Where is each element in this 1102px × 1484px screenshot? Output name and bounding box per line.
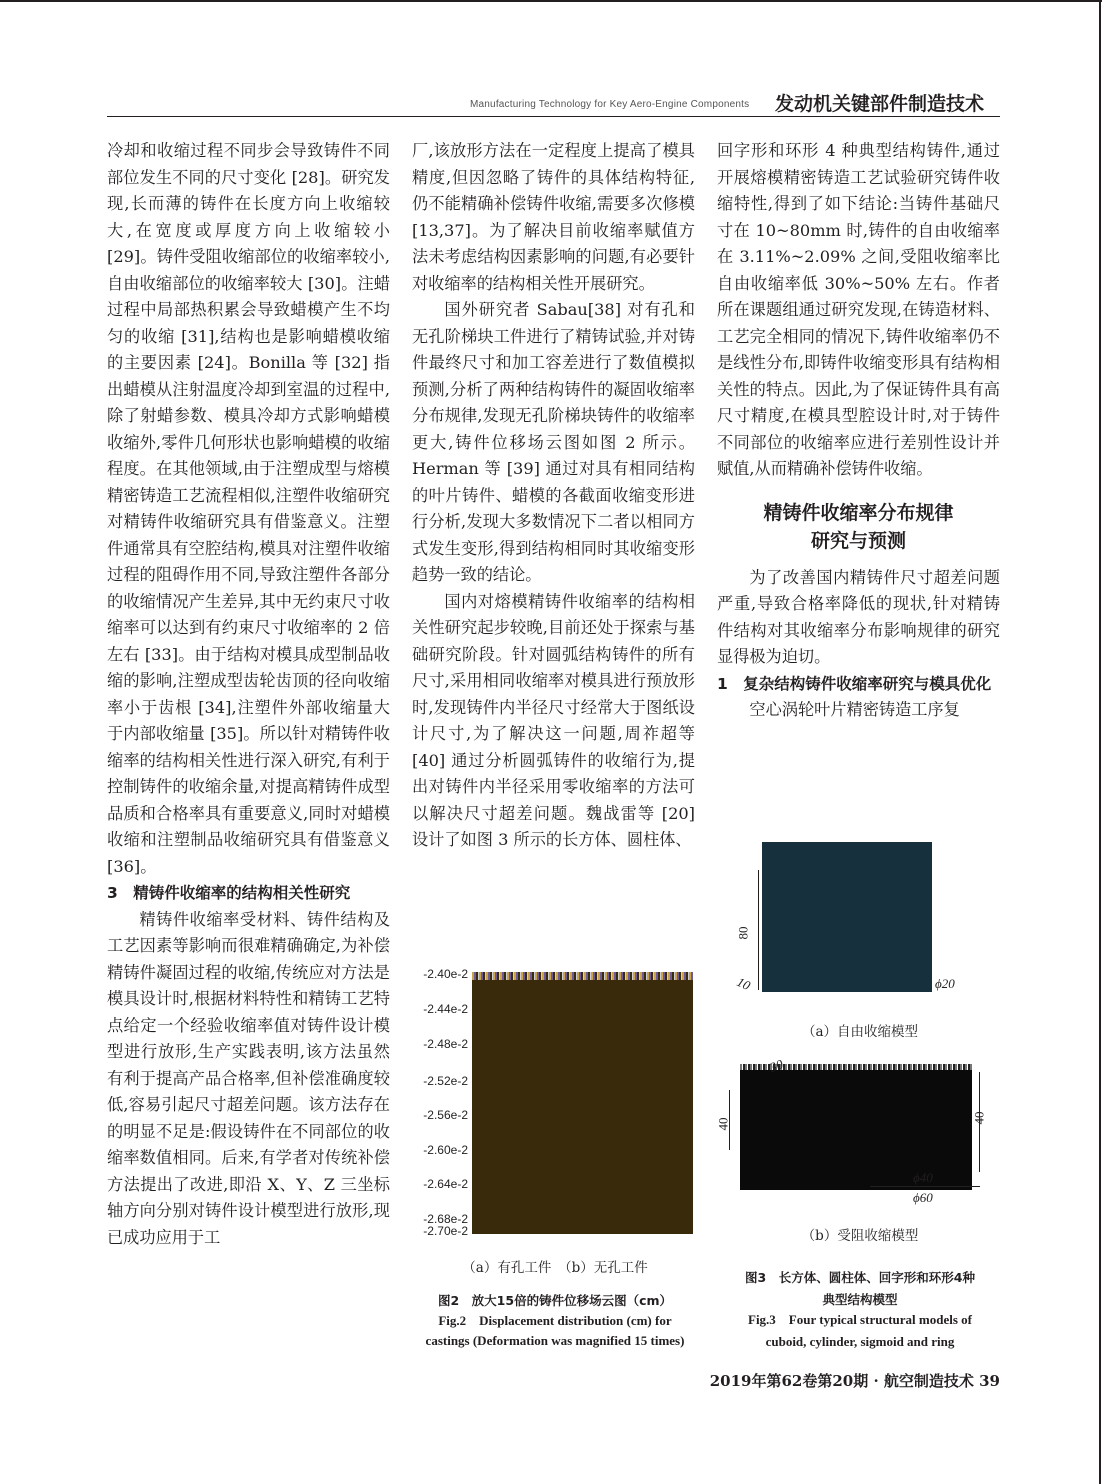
dimension-40-right: 40 (971, 1111, 987, 1125)
col2-paragraph-2: 国外研究者 Sabau[38] 对有孔和无孔阶梯块工件进行了精铸试验,并对铸件最终尺寸和加工容差进行了数值模拟预测,分析了两种结构铸件的凝固收缩率分布规律,发现无孔阶梯块铸件的收缩率更大,铸件位移场云图如图 2 所示。Herman 等 [39] 通过对具有相同结构的叶片铸件、蜡模的各截面收缩变形进行分析,发现大多数情况下二者以相同方式发生变形,得到结构相同时其收缩变形趋势一致的结论。 (412, 300, 695, 584)
tick-label: -2.68e-2 (423, 1212, 468, 1226)
figure-2 (410, 962, 700, 1322)
figure-2-caption-cn: 图2 放大15倍的铸件位移场云图（cm） (437, 1293, 673, 1308)
dimension-80: 80 (735, 926, 751, 940)
col2-paragraph-1: 厂,该放形方法在一定程度上提高了模具精度,但因忽略了铸件的具体结构特征,仍不能精确补偿铸件收缩,需要多次修模 [13,37]。为了解决目前收缩率赋值方法未考虑结构因素影响的问题,有必要针对收缩率的结构相关性开展研究。 (412, 141, 695, 293)
column-3 (717, 138, 1000, 724)
figure-3a-subcaption: （a）自由收缩模型 (801, 1024, 919, 1040)
figure-3-caption-cn-line-2: 典型结构模型 (822, 1292, 898, 1307)
displacement-contour-plot (472, 972, 693, 1234)
journal-header-en: Manufacturing Technology for Key Aero-Engine Components (470, 99, 750, 110)
plot-edge-texture (472, 972, 693, 980)
figure-2-caption-en-line-2: castings (Deformation was magnified 15 times) (425, 1333, 685, 1348)
section-1-heading: 1 复杂结构铸件收缩率研究与模具优化 (717, 674, 992, 693)
figure-2-subcaption: （a）有孔工件 （b）无孔工件 (462, 1260, 648, 1276)
section-3-heading: 3 精铸件收缩率的结构相关性研究 (107, 884, 351, 902)
free-shrink-model-block (762, 842, 932, 992)
tick-label: -2.44e-2 (423, 1002, 468, 1016)
figure-3b-subcaption: （b）受阻收缩模型 (801, 1228, 919, 1244)
page-footer: 2019年第62卷第20期 · 航空制造技术 39 (709, 1372, 1000, 1390)
tick-label: -2.40e-2 (423, 967, 468, 981)
dimension-30: 30 (767, 1056, 786, 1075)
major-heading-line-2: 研究与预测 (810, 529, 906, 552)
figure-3 (715, 840, 1005, 1360)
column-2 (412, 138, 695, 854)
major-section-heading (717, 499, 1000, 555)
tick-label: -2.70e-2 (423, 1224, 468, 1238)
top-border (0, 0, 1102, 2)
dimension-line (758, 870, 759, 990)
col3-paragraph-3: 空心涡轮叶片精密铸造工序复 (749, 700, 960, 719)
hindered-shrink-model-block (740, 1070, 972, 1190)
tick-label: -2.60e-2 (423, 1143, 468, 1157)
col1-paragraph-2: 精铸件收缩率受材料、铸件结构及工艺因素等影响而很难精确确定,为补偿精铸件凝固过程的收缩,传统应对方法是模具设计时,根据材料特性和精铸工艺特点给定一个经验收缩率值对铸件设计模型进行放形,生产实践表明,该方法虽然有利于提高产品合格率,但补偿准确度较低,容易引起尺寸超差问题。该方法存在的明显不足是:假设铸件在不同部位的收缩率数值相同。后来,有学者对传统补偿方法提出了改进,即沿 X、Y、Z 三坐标轴方向分别对铸件设计模型进行放形,现已成功应用于工 (107, 909, 390, 1247)
header-rule (107, 116, 1000, 117)
dimension-phi40: ϕ40 (913, 1170, 933, 1185)
dimension-line (870, 1186, 980, 1187)
figure-3-caption-cn-line-1: 图3 长方体、圆柱体、回字形和环形4种 (745, 1270, 975, 1285)
col3-paragraph-2: 为了改善国内精铸件尺寸超差问题严重,导致合格率降低的现状,针对精铸件结构对其收缩率分布影响规律的研究显得极为迫切。 (717, 567, 1000, 666)
dimension-40-left: 40 (715, 1117, 731, 1131)
tick-label: -2.52e-2 (423, 1074, 468, 1088)
dimension-phi20: ϕ20 (935, 976, 955, 991)
journal-header-cn: 发动机关键部件制造技术 (775, 93, 985, 115)
dimension-10: 10 (734, 974, 753, 994)
col3-paragraph-1: 回字形和环形 4 种典型结构铸件,通过开展熔模精密铸造工艺试验研究铸件收缩特性,得到了如下结论:当铸件基础尺寸在 10~80mm 时,铸件的自由收缩率在 3.11%~2.09% 之间,受阻收缩率比自由收缩率低 30%~50% 左右。作者所在课题组通过研究发现,在铸造材料、工艺完全相同的情况下,铸件收缩率仍不是线性分布,即铸件收缩变形具有结构相关性的特点。因此,为了保证铸件具有高尺寸精度,在模具型腔设计时,对于铸件不同部位的收缩率应进行差别性设计并赋值,从而精确补偿铸件收缩。 (717, 141, 1000, 478)
major-heading-line-1: 精铸件收缩率分布规律 (763, 501, 954, 524)
col1-paragraph-1: 冷却和收缩过程不同步会导致铸件不同部位发生不同的尺寸变化 [28]。研究发现,长而薄的铸件在长度方向上收缩较大,在宽度或厚度方向上收缩较小 [29]。铸件受阻收缩部位的收缩率较小,自由收缩部位的收缩率较大 [30]。注蜡过程中局部热积累会导致蜡模产生不均匀的收缩 [31],结构也是影响蜡模收缩的主要因素 [24]。Bonilla 等 [32] 指出蜡模从注射温度冷却到室温的过程中,除了射蜡参数、模具冷却方式影响蜡模收缩外,零件几何形状也影响蜡模的收缩程度。在其他领域,由于注塑成型与熔模精密铸造工艺流程相似,注塑件收缩研究对精铸件收缩研究具有借鉴意义。注塑件通常具有空腔结构,模具对注塑件收缩过程的阻碍作用不同,导致注塑件各部分的收缩情况产生差异,其中无约束尺寸收缩率可以达到有约束尺寸收缩率的 2 倍左右 [33]。由于结构对模具成型制品收缩的影响,注塑成型齿轮齿顶的径向收缩率小于齿根 [34],注塑件外部收缩量大于内部收缩量 [35]。所以针对精铸件收缩率的结构相关性进行深入研究,有利于控制铸件的收缩余量,对提高精铸件成型品质和合格率具有重要意义,同时对蜡模收缩和注塑制品收缩研究具有借鉴意义 [36]。 (107, 141, 390, 876)
dimension-phi60: ϕ60 (913, 1190, 933, 1205)
figure-3-caption-en-line-2: cuboid, cylinder, sigmoid and ring (765, 1334, 955, 1349)
tick-label: -2.48e-2 (423, 1037, 468, 1051)
column-1 (107, 138, 390, 1251)
tick-label: -2.64e-2 (423, 1177, 468, 1191)
figure-3-caption-en-line-1: Fig.3 Four typical structural models of (748, 1312, 972, 1327)
figure-2-caption-en-line-1: Fig.2 Displacement distribution (cm) for (438, 1313, 672, 1328)
figure-2-caption-en (400, 1311, 710, 1351)
right-border (1099, 0, 1101, 1484)
col2-paragraph-3: 国内对熔模精铸件收缩率的结构相关性研究起步较晚,目前还处于探索与基础研究阶段。针对圆弧结构铸件的所有尺寸,采用相同收缩率对模具进行预放形时,发现铸件内半径尺寸经常大于图纸设计尺寸,为了解决这一问题,周祚超等 [40] 通过分析圆弧铸件的收缩行为,提出对铸件内半径采用零收缩率的方法可以解决尺寸超差问题。魏战雷等 [20] 设计了如图 3 所示的长方体、圆柱体、 (412, 591, 695, 849)
tick-label: -2.56e-2 (423, 1108, 468, 1122)
